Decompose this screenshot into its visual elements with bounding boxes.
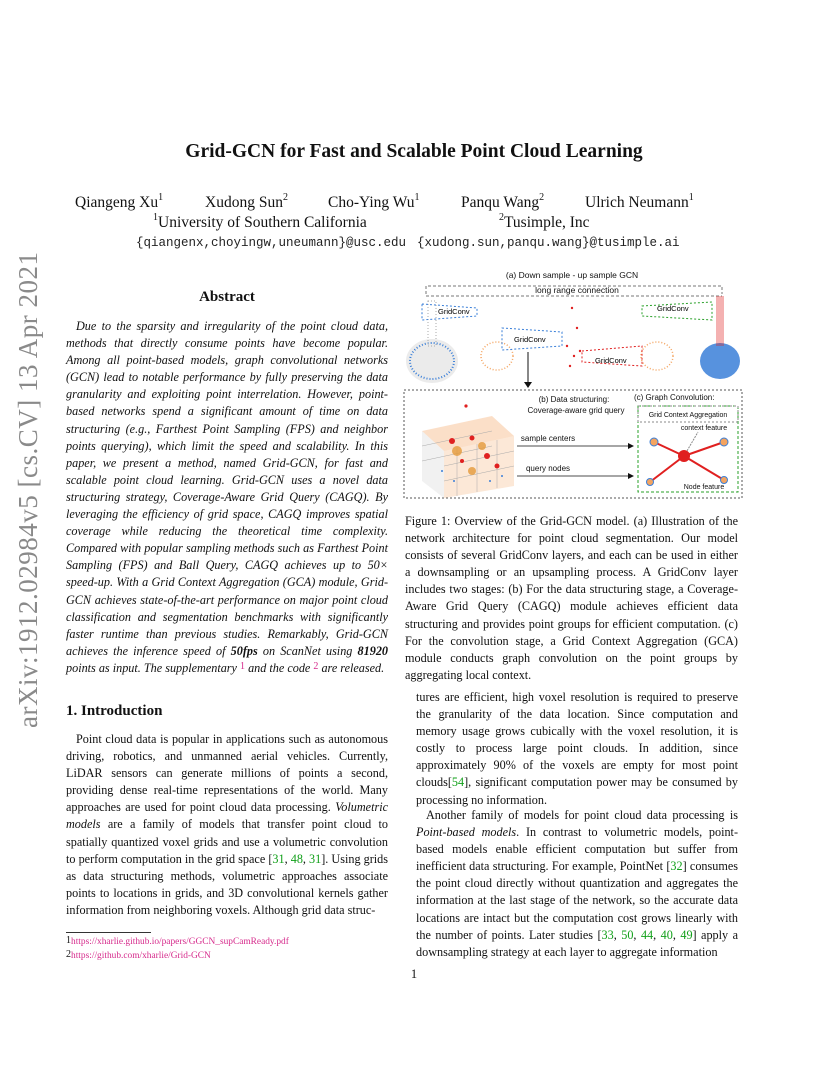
email-2: {xudong.sun,panqu.wang}@tusimple.ai <box>417 236 680 250</box>
citation-link[interactable]: 44 <box>640 927 654 942</box>
figure-label-b2: Coverage-aware grid query <box>527 406 625 415</box>
long-range-label: long range connection <box>535 285 619 295</box>
sample-centers-label: sample centers <box>520 434 576 443</box>
affiliation-1: $^1$University of Southern California <box>153 212 367 231</box>
footnote-1: $^1$https://xharlie.github.io/papers/GGCN_supCamReady.pdf <box>66 935 289 947</box>
point-cloud-guitar-orange <box>481 342 513 370</box>
citation-link[interactable]: 31 <box>272 851 285 866</box>
figure-1-caption: Figure 1: Overview of the Grid-GCN model. (a) Illustration of the network architecture for point cloud segmentation. Our model consists of several GridConv layers, and each can be used in either a downsampling or an upsampling process. A GridConv layer includes two stages: (b) For the data structuring stage, a Coverage-Aware Grid Query (CAGQ) module achieves efficient data structuring and provides point groups for efficient computation. (c) For the convolution stage, a Grid Context Aggregation (GCA) module conducts graph convolution on the point groups by aggregating local context. <box>405 514 738 682</box>
figure-label-c: (c) Graph Convolution: <box>634 393 715 402</box>
point-cloud-guitar-blue-right <box>700 296 740 379</box>
gridconv-label-1: GridConv <box>438 307 470 316</box>
context-feature-label: context feature <box>680 425 728 432</box>
gridconv-label-4: GridConv <box>657 304 689 313</box>
gridconv-label-3: GridConv <box>595 356 627 365</box>
figure-label-b1: (b) Data structuring: <box>538 395 610 404</box>
paper-title: Grid-GCN for Fast and Scalable Point Cloud Learning <box>185 141 643 162</box>
footnote-ref-1[interactable]: 1 <box>240 660 246 672</box>
author-5: Ulrich Neumann$^1$ <box>585 192 694 211</box>
figure-label-a: (a) Down sample - up sample GCN <box>505 270 639 280</box>
affiliation-2: $^2$Tusimple, Inc <box>499 212 590 231</box>
author-3: Cho-Ying Wu$^1$ <box>328 192 420 211</box>
citation-link[interactable]: 48 <box>290 851 303 866</box>
footnote-url-2[interactable]: https://github.com/xharlie/Grid-GCN <box>71 951 211 961</box>
footnote-2: $^2$https://github.com/xharlie/Grid-GCN <box>66 949 211 961</box>
abstract-heading: Abstract <box>199 289 255 305</box>
point-cloud-guitar-orange-right <box>641 342 673 370</box>
citation-link[interactable]: 32 <box>670 859 683 874</box>
section-heading-introduction: 1. Introduction <box>66 703 163 719</box>
citation-link[interactable]: 33 <box>601 927 614 942</box>
page-number: 1 <box>410 967 418 981</box>
node-feature-label: Node feature <box>683 484 725 491</box>
author-4: Panqu Wang$^2$ <box>461 192 545 211</box>
citation-link[interactable]: 50 <box>621 927 634 942</box>
footnote-ref-2[interactable]: 2 <box>313 660 319 672</box>
arxiv-identifier: arXiv:1912.02984v5 [cs.CV] 13 Apr 2021 <box>13 251 43 728</box>
sample-points <box>566 307 581 367</box>
author-1: Qiangeng Xu$^1$ <box>75 192 164 211</box>
email-1: {qiangenx,choyingw,uneumann}@usc.edu <box>136 236 407 250</box>
abstract-body: Due to the sparsity and irregularity of the point cloud data, methods that directly consume points have become popular. Among all point-based models, graph convolutional networks (GCN) lead to notable performance by fully preserving the data granularity and exploiting point interrelation. However, point-based networks spend a significant amount of time on data structuring (e.g., Farthest Point Sampling (FPS) and neighbor points querying), which limit the speed and scalability. In this paper, we present a method, named Grid-GCN, for fast and scalable point cloud learning. Grid-GCN uses a novel data structuring strategy, Coverage-Aware Grid Query (CAGQ). By leveraging the efficiency of grid space, CAGQ improves spatial coverage while reducing the theoretical time complexity. Compared with popular sampling methods such as Farthest Point Sampling (FPS) and Ball Query, CAGQ achieves up to 50× speed-up. With a Grid Context Aggregation (GCA) module, Grid-GCN achieves state-of-the-art performance on major point cloud classification and segmentation benchmarks with significantly faster runtime than previous studies. Remarkably, Grid-GCN achieves the inference speed of 50fps on ScanNet using 81920 points as input. The supplementary $^1$ and the code $^2$ are released. <box>66 319 388 675</box>
footnote-url-1[interactable]: https://xharlie.github.io/papers/GGCN_supCamReady.pdf <box>71 937 289 947</box>
citation-link[interactable]: 31 <box>309 851 322 866</box>
author-2: Xudong Sun$^2$ <box>205 192 288 211</box>
right-paragraph-2: Another family of models for point cloud data processing is Point-based models. In contrast to volumetric models, point-based models enable efficient computation but suffer from inefficient data structuring. For example, PointNet [32] consumes the point cloud directly without quantization and aggregates the information at the last stage of the network, so the accurate data locations are intact but the computation cost grows linearly with the number of points. Later studies [33, 50, 44, 40, 49] apply a downsampling strategy at each layer to aggregate information <box>416 808 739 959</box>
query-nodes-label: query nodes <box>525 464 571 473</box>
gridconv-label-2: GridConv <box>514 335 546 344</box>
citation-link[interactable]: 40 <box>660 927 673 942</box>
gca-label: Grid Context Aggregation <box>648 412 728 419</box>
citation-link[interactable]: 54 <box>451 775 465 790</box>
graph-aggregation <box>647 432 729 486</box>
citation-link[interactable]: 49 <box>680 927 693 942</box>
intro-paragraph: Point cloud data is popular in applications such as autonomous driving, robotics, and unmanned aerial vehicles. Currently, LiDAR sensors can generate millions of points a second, providing dense real-time representations of the world. Many approaches are used for point cloud data processing. Volumetric models are a family of models that transfer point cloud to spatially quantized voxel grids and use a volumetric convolution to perform computation in the grid space [31, 48, 31]. Using grids as data structuring methods, volumetric approaches associate points to locations in grids, and 3D convolutional kernels gather information from neighboring voxels. Although grid data struc- <box>66 732 389 917</box>
figure-1-overview <box>402 266 744 502</box>
right-paragraph-1: tures are efficient, high voxel resolution is required to preserve the granularity of the data location. Since computation and memory usage grows cubically with the voxel resolution, it is costly to process large point clouds. In addition, since approximately 90% of the voxels are empty for most point clouds[54], significant computation power may be consumed by processing no information. <box>416 690 738 807</box>
voxel-grid <box>422 404 514 498</box>
footnote-rule <box>66 932 151 933</box>
